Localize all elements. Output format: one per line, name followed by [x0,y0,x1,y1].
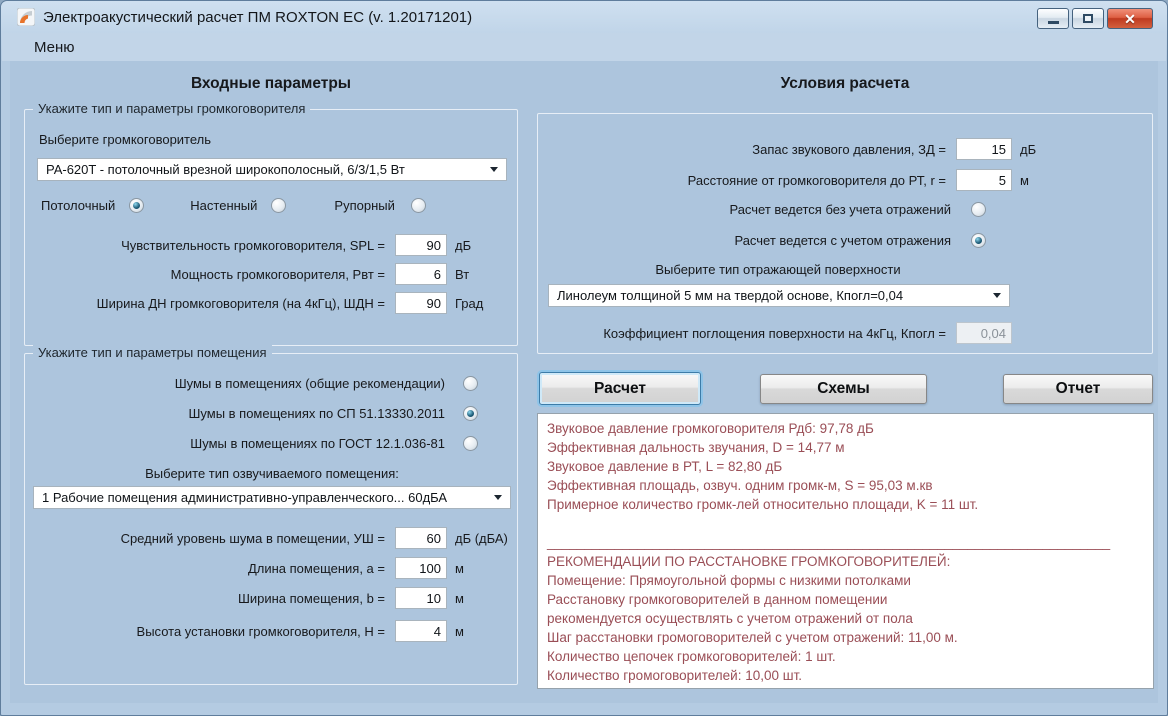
mount-height-label: Высота установки громкоговорителя, Н = [136,623,385,639]
result-line: РЕКОМЕНДАЦИИ ПО РАССТАНОВКЕ ГРОМКОГОВОРИТЕЛЕЙ: [547,554,951,569]
right-panel-title: Условия расчета [780,75,910,92]
room-width-unit: м [455,590,464,606]
pressure-margin-input[interactable] [956,138,1012,160]
radio-label-ceiling: Потолочный [41,198,116,213]
mount-height-unit: м [455,623,464,639]
noise-sp-label: Шумы в помещениях по СП 51.13330.2011 [188,406,445,421]
room-group-legend: Укажите тип и параметры помещения [33,345,272,360]
speaker-select-label: Выберите громкоговоритель [39,132,212,147]
chevron-down-icon [490,167,498,172]
menu-item-menu[interactable]: Меню [34,38,75,56]
pressure-margin-label: Запас звукового давления, ЗД = [752,141,946,157]
minimize-icon [1048,21,1059,24]
radio-label-wall: Настенный [190,198,258,213]
room-width-row [37,587,464,609]
noise-level-input[interactable] [395,527,447,549]
maximize-icon [1083,14,1093,23]
absorption-label: Коэффициент поглощения поверхности на 4кГц, Кпогл = [603,325,946,341]
radio-noise-sp[interactable] [463,406,478,421]
noise-general-label: Шумы в помещениях (общие рекомендации) [174,376,445,391]
title-bar [1,1,1167,33]
beamwidth-label: Ширина ДН громкоговорителя (на 4кГц), ШДН = [96,295,385,311]
room-width-label: Ширина помещения, b = [237,590,385,606]
spl-input[interactable] [395,234,447,256]
results-output[interactable] [537,413,1154,689]
result-line: Количество цепочек громкоговорителей: 1 шт. [547,649,836,664]
radio-no-reflection[interactable] [971,202,986,217]
result-line: Примерное количество громк-лей относительно площади, K = 11 шт. [547,497,979,512]
room-length-label: Длина помещения, а = [247,560,385,576]
window-title: Электроакустический расчет ПМ ROXTON EC (v. 1.20171201) [43,8,473,26]
pressure-margin-row [548,138,1036,160]
result-line: Эффективная дальность звучания, D = 14,77 м [547,440,845,455]
room-select-label: Выберите тип озвучиваемого помещения: [145,466,399,481]
conditions-group [537,113,1153,354]
result-line: Помещение: Прямоугольной формы с низкими потолками [547,573,911,588]
schemes-button[interactable]: Схемы [760,374,927,404]
room-width-input[interactable] [395,587,447,609]
speaker-type-radios [41,198,501,213]
radio-horn[interactable] [411,198,426,213]
beamwidth-input[interactable] [395,292,447,314]
calc-button[interactable]: Расчет [539,372,701,405]
power-unit: Вт [455,266,470,282]
room-length-input[interactable] [395,557,447,579]
minimize-button[interactable] [1037,8,1069,29]
noise-row-gost [37,436,478,451]
speaker-select-value: PA-620T - потолочный врезной широкополосный, 6/3/1,5 Вт [46,162,405,177]
result-line: Количество громоговорителей: 10,00 шт. [547,668,803,683]
maximize-button[interactable] [1072,8,1104,29]
surface-select[interactable] [548,284,1010,307]
power-label: Мощность громкоговорителя, Рвт = [170,266,385,282]
left-panel-title: Входные параметры [190,75,352,92]
radio-noise-gost[interactable] [463,436,478,451]
room-length-row [37,557,464,579]
no-reflection-row [548,202,986,217]
noise-level-row [37,527,508,549]
power-row [37,263,469,285]
client-area [10,61,1158,703]
no-reflection-label: Расчет ведется без учета отражений [729,202,951,217]
speaker-select[interactable] [37,158,507,181]
with-reflection-row [548,233,986,248]
report-button[interactable]: Отчет [1003,374,1153,404]
result-line: рекомендуется осуществлять с учетом отражений от пола [547,611,913,626]
spl-row [37,234,471,256]
mount-height-input[interactable] [395,620,447,642]
close-icon: ✕ [1124,10,1136,27]
result-line: Звуковое давление громкоговорителя Рдб: 97,78 дБ [547,421,874,436]
chevron-down-icon [993,293,1001,298]
radio-noise-general[interactable] [463,376,478,391]
app-logo-icon [17,8,35,26]
spl-unit: дБ [455,237,472,253]
absorption-input [956,322,1012,344]
mount-height-row [37,620,464,642]
surface-select-label: Выберите тип отражающей поверхности [655,262,901,277]
room-select-value: 1 Рабочие помещения административно-управленческого... 60дБА [42,490,448,505]
distance-label: Расстояние от громкоговорителя до РТ, r = [687,172,946,188]
power-input[interactable] [395,263,447,285]
beamwidth-unit: Град [455,295,484,311]
spl-label: Чувствительность громкоговорителя, SPL = [121,237,385,253]
surface-select-value: Линолеум толщиной 5 мм на твердой основе, Кпогл=0,04 [557,288,904,303]
result-line: Расстановку громкоговорителей в данном помещении [547,592,888,607]
beamwidth-row [37,292,483,314]
speaker-group [24,101,518,346]
distance-input[interactable] [956,169,1012,191]
noise-row-general [37,376,478,391]
speaker-group-legend: Укажите тип и параметры громкоговорителя [33,101,310,116]
radio-label-horn: Рупорный [334,198,395,213]
chevron-down-icon [494,495,502,500]
close-button[interactable] [1107,8,1153,29]
absorption-row [548,322,1012,344]
room-select[interactable] [33,486,511,509]
noise-level-unit: дБ (дБА) [455,530,508,546]
radio-with-reflection[interactable] [971,233,986,248]
noise-level-label: Средний уровень шума в помещении, УШ = [120,530,385,546]
menu-bar [2,33,1166,61]
pressure-margin-unit: дБ [1020,141,1037,157]
window-controls [1034,8,1153,29]
noise-row-sp [37,406,478,421]
result-line: Эффективная площадь, озвуч. одним громк-м, S = 95,03 м.кв [547,478,933,493]
radio-wall[interactable] [271,198,286,213]
radio-ceiling[interactable] [129,198,144,213]
noise-gost-label: Шумы в помещениях по ГОСТ 12.1.036-81 [190,436,445,451]
result-line: Шаг расстановки громоговорителей с учетом отражений: 11,00 м. [547,630,958,645]
room-group [24,345,518,685]
with-reflection-label: Расчет ведется с учетом отражения [734,233,951,248]
result-line: Звуковое давление в РТ, L = 82,80 дБ [547,459,783,474]
room-length-unit: м [455,560,464,576]
distance-unit: м [1020,172,1029,188]
result-separator: ___________________________________________________________________________ [547,535,1111,550]
distance-row [548,169,1029,191]
result-line [547,514,1144,533]
